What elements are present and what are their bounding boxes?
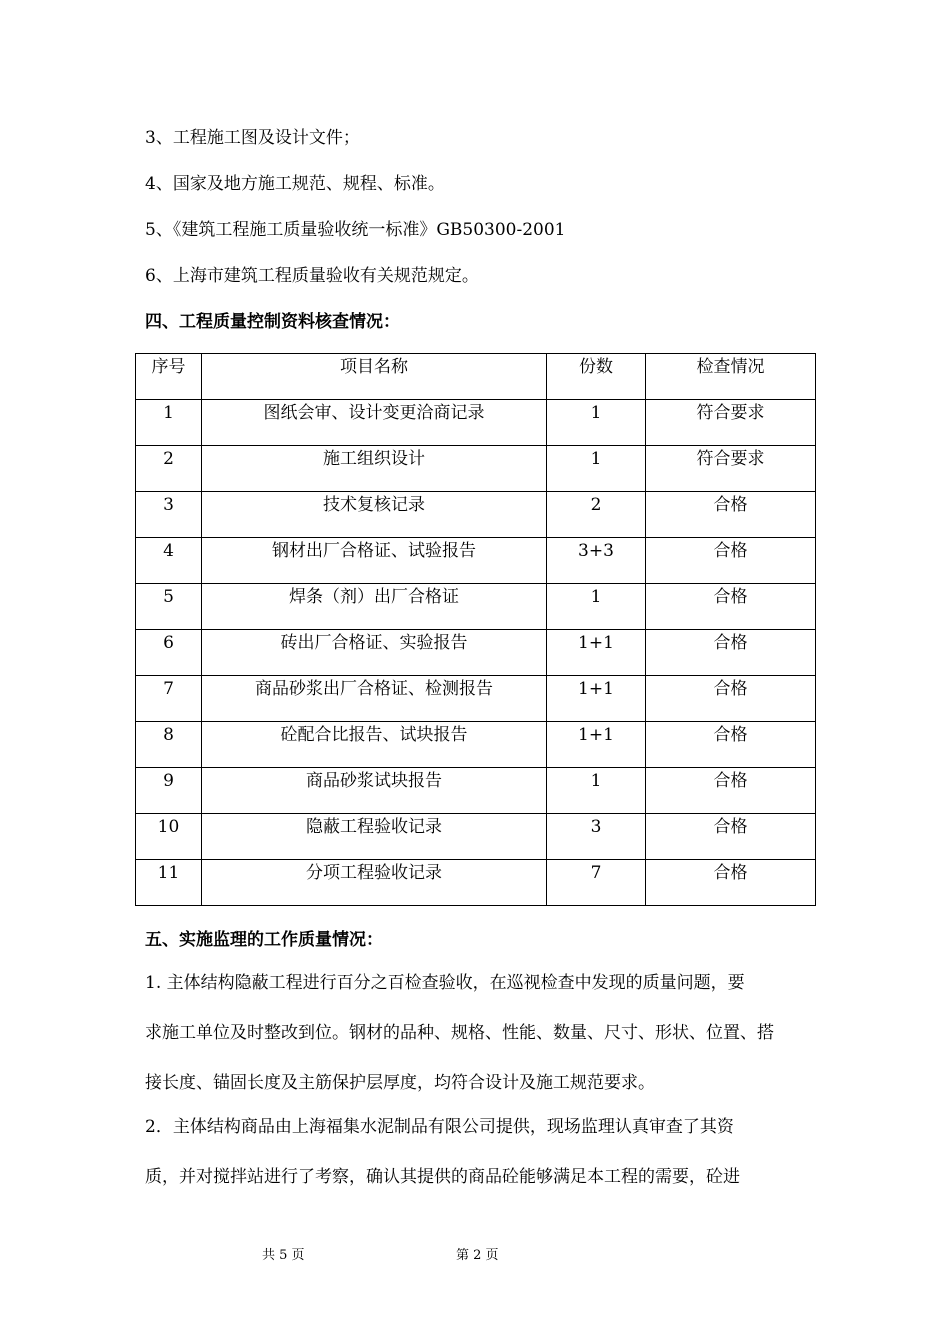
row-inspection: 符合要求 <box>646 400 816 446</box>
row-index: 5 <box>136 584 202 630</box>
row-copies: 1 <box>547 400 646 446</box>
table-row <box>136 446 816 492</box>
row-index: 6 <box>136 630 202 676</box>
row-inspection: 合格 <box>646 630 816 676</box>
row-item-name: 钢材出厂合格证、试验报告 <box>202 538 547 584</box>
quality-control-table <box>135 353 816 906</box>
row-copies: 1+1 <box>547 722 646 768</box>
table-row <box>136 722 816 768</box>
row-index: 2 <box>136 446 202 492</box>
row-item-name: 商品砂浆试块报告 <box>202 768 547 814</box>
list-item-4: 4、国家及地方施工规范、规程、标准。 <box>145 174 445 194</box>
header-cell-item-name: 项目名称 <box>202 354 547 400</box>
row-item-name: 分项工程验收记录 <box>202 860 547 906</box>
row-item-name: 隐蔽工程验收记录 <box>202 814 547 860</box>
section-5-heading: 五、实施监理的工作质量情况： <box>145 930 383 950</box>
table-row <box>136 860 816 906</box>
row-item-name: 商品砂浆出厂合格证、检测报告 <box>202 676 547 722</box>
row-inspection: 合格 <box>646 538 816 584</box>
row-inspection: 合格 <box>646 814 816 860</box>
row-index: 9 <box>136 768 202 814</box>
row-index: 4 <box>136 538 202 584</box>
row-inspection: 合格 <box>646 492 816 538</box>
row-inspection: 符合要求 <box>646 446 816 492</box>
row-inspection: 合格 <box>646 722 816 768</box>
row-copies: 3+3 <box>547 538 646 584</box>
row-index: 11 <box>136 860 202 906</box>
table-row <box>136 630 816 676</box>
header-cell-index: 序号 <box>136 354 202 400</box>
row-index: 1 <box>136 400 202 446</box>
row-item-name: 焊条（剂）出厂合格证 <box>202 584 547 630</box>
table-header-row <box>136 354 816 400</box>
table-row <box>136 400 816 446</box>
table-row <box>136 676 816 722</box>
row-copies: 1 <box>547 768 646 814</box>
row-copies: 1+1 <box>547 676 646 722</box>
row-inspection: 合格 <box>646 676 816 722</box>
paragraph-1-line-1: 1. 主体结构隐蔽工程进行百分之百检查验收，在巡视检查中发现的质量问题，要 <box>145 973 745 993</box>
row-item-name: 砼配合比报告、试块报告 <box>202 722 547 768</box>
table-row <box>136 492 816 538</box>
footer-current-page: 第 2 页 <box>456 1248 499 1263</box>
row-index: 10 <box>136 814 202 860</box>
row-copies: 1 <box>547 446 646 492</box>
header-cell-copies: 份数 <box>547 354 646 400</box>
list-item-6: 6、上海市建筑工程质量验收有关规范规定。 <box>145 266 479 286</box>
row-copies: 3 <box>547 814 646 860</box>
row-item-name: 技术复核记录 <box>202 492 547 538</box>
paragraph-1-line-3: 接长度、锚固长度及主筋保护层厚度，均符合设计及施工规范要求。 <box>145 1073 655 1093</box>
table-row <box>136 814 816 860</box>
row-inspection: 合格 <box>646 860 816 906</box>
row-item-name: 图纸会审、设计变更洽商记录 <box>202 400 547 446</box>
header-cell-inspection: 检查情况 <box>646 354 816 400</box>
row-inspection: 合格 <box>646 584 816 630</box>
paragraph-2-line-2: 质，并对搅拌站进行了考察，确认其提供的商品砼能够满足本工程的需要，砼进 <box>145 1167 740 1187</box>
table-row <box>136 768 816 814</box>
row-copies: 7 <box>547 860 646 906</box>
row-index: 3 <box>136 492 202 538</box>
section-4-heading: 四、工程质量控制资料核查情况： <box>145 312 400 332</box>
paragraph-2-line-1: 2．主体结构商品由上海福集水泥制品有限公司提供，现场监理认真审查了其资 <box>145 1117 734 1137</box>
table-row <box>136 584 816 630</box>
row-copies: 2 <box>547 492 646 538</box>
footer-total-pages: 共 5 页 <box>262 1248 305 1263</box>
row-copies: 1+1 <box>547 630 646 676</box>
table-row <box>136 538 816 584</box>
row-item-name: 施工组织设计 <box>202 446 547 492</box>
row-item-name: 砖出厂合格证、实验报告 <box>202 630 547 676</box>
row-index: 7 <box>136 676 202 722</box>
paragraph-1-line-2: 求施工单位及时整改到位。钢材的品种、规格、性能、数量、尺寸、形状、位置、搭 <box>145 1023 774 1043</box>
list-item-3: 3、工程施工图及设计文件； <box>145 128 360 148</box>
list-item-5: 5、《建筑工程施工质量验收统一标准》GB50300-2001 <box>145 220 566 240</box>
row-copies: 1 <box>547 584 646 630</box>
row-index: 8 <box>136 722 202 768</box>
row-inspection: 合格 <box>646 768 816 814</box>
